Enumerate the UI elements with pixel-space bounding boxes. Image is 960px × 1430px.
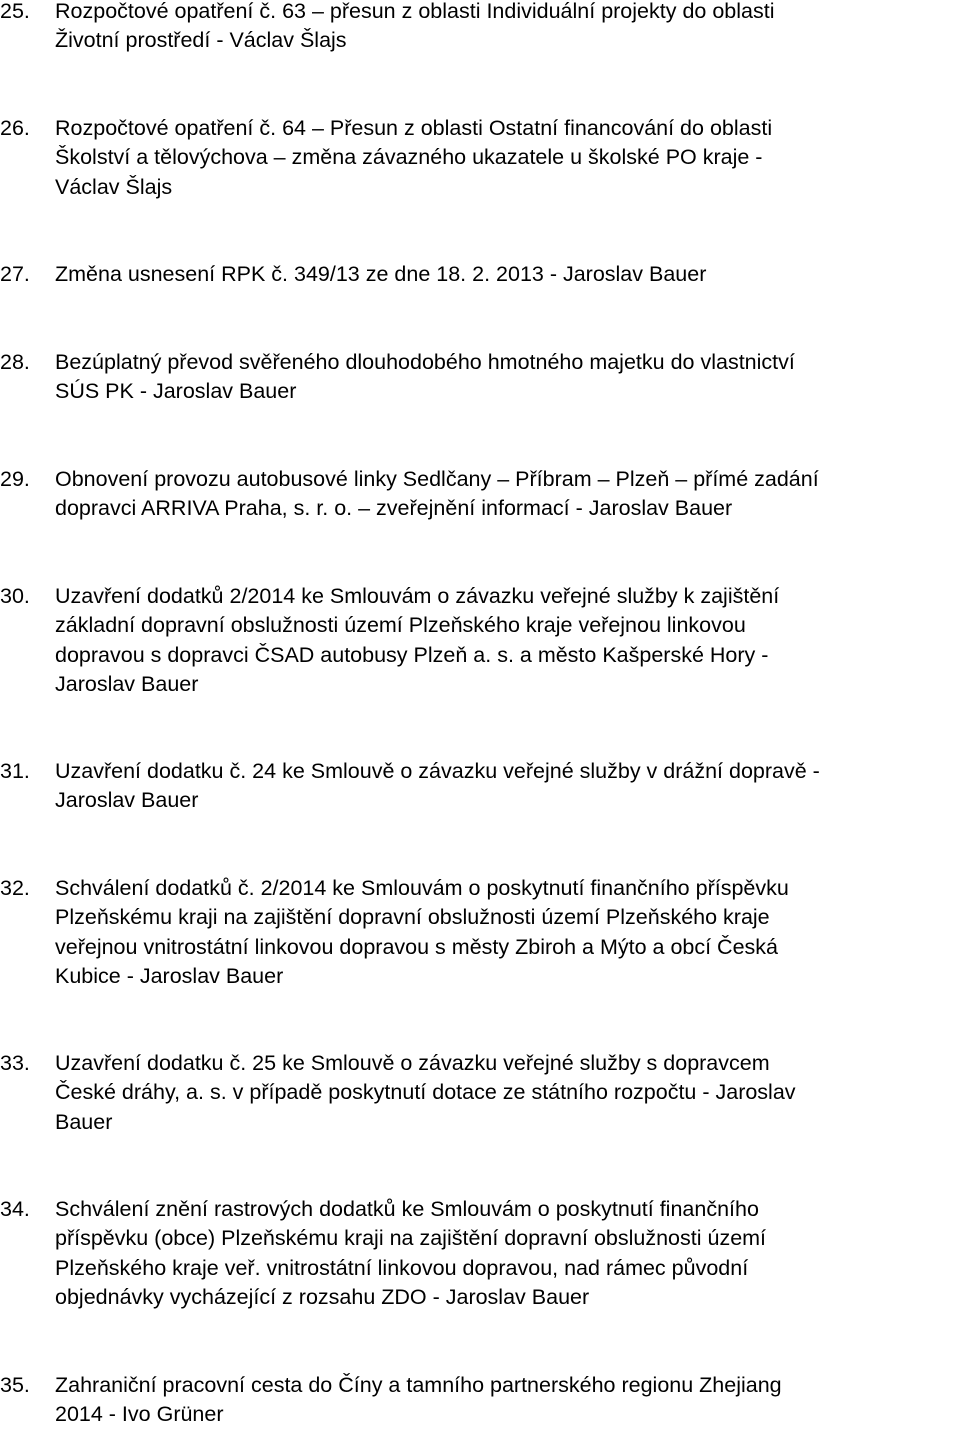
item-line: Zahraniční pracovní cesta do Číny a tamního partnerského regionu Zhejiang bbox=[55, 1373, 782, 1397]
item-text bbox=[55, 1049, 960, 1137]
item-line: dopravou s dopravci ČSAD autobusy Plzeň a. s. a město Kašperské Hory - bbox=[55, 642, 769, 667]
item-number: 33. bbox=[0, 1051, 30, 1075]
item-line: Jaroslav Bauer bbox=[55, 788, 199, 813]
item-line: Schválení dodatků č. 2/2014 ke Smlouvám o poskytnutí finančního příspěvku bbox=[55, 876, 789, 900]
item-line: Bezúplatný převod svěřeného dlouhodobého hmotného majetku do vlastnictví bbox=[55, 350, 795, 374]
item-line: Uzavření dodatku č. 24 ke Smlouvě o závazku veřejné služby v drážní dopravě - bbox=[55, 759, 820, 783]
item-line: Kubice - Jaroslav Bauer bbox=[55, 963, 284, 988]
item-number: 32. bbox=[0, 876, 30, 900]
item-line: objednávky vycházející z rozsahu ZDO - Jaroslav Bauer bbox=[55, 1284, 590, 1309]
item-line: Schválení znění rastrových dodatků ke Smlouvám o poskytnutí finančního bbox=[55, 1197, 759, 1221]
item-line: 2014 - Ivo Grüner bbox=[55, 1402, 224, 1427]
item-line: Školství a tělovýchova – změna závazného ukazatele u školské PO kraje - bbox=[55, 145, 763, 170]
item-number: 31. bbox=[0, 759, 30, 783]
item-number: 26. bbox=[0, 116, 30, 140]
item-line: Bauer bbox=[55, 1109, 113, 1134]
item-line: Uzavření dodatků 2/2014 ke Smlouvám o závazku veřejné služby k zajištění bbox=[55, 584, 780, 608]
item-number: 30. bbox=[0, 584, 30, 608]
item-number: 35. bbox=[0, 1373, 30, 1397]
item-line: Uzavření dodatku č. 25 ke Smlouvě o závazku veřejné služby s dopravcem bbox=[55, 1051, 770, 1075]
item-text bbox=[55, 0, 960, 56]
item-line: Plzeňského kraje veř. vnitrostátní linkovou dopravou, nad rámec původní bbox=[55, 1255, 749, 1280]
item-line: České dráhy, a. s. v případě poskytnutí dotace ze státního rozpočtu - Jaroslav bbox=[55, 1080, 796, 1105]
item-line: Rozpočtové opatření č. 64 – Přesun z oblasti Ostatní financování do oblasti bbox=[55, 116, 773, 140]
item-text bbox=[55, 348, 960, 407]
item-line: Václav Šlajs bbox=[55, 174, 173, 199]
item-number: 28. bbox=[0, 350, 30, 374]
item-line: Plzeňskému kraji na zajištění dopravní obslužnosti území Plzeňského kraje bbox=[55, 905, 770, 930]
item-line: veřejnou vnitrostátní linkovou dopravou s městy Zbiroh a Mýto a obcí Česká bbox=[55, 934, 778, 959]
item-text bbox=[55, 1195, 960, 1312]
item-text bbox=[55, 260, 960, 289]
item-text bbox=[55, 1371, 960, 1430]
item-number: 29. bbox=[0, 467, 30, 491]
item-number: 34. bbox=[0, 1197, 30, 1221]
item-number: 27. bbox=[0, 262, 30, 286]
item-line: Jaroslav Bauer bbox=[55, 671, 199, 696]
item-line: Životní prostředí - Václav Šlajs bbox=[55, 28, 347, 53]
item-line: Rozpočtové opatření č. 63 – přesun z oblasti Individuální projekty do oblasti bbox=[55, 0, 775, 23]
item-line: Obnovení provozu autobusové linky Sedlčany – Příbram – Plzeň – přímé zadání bbox=[55, 467, 819, 491]
item-line: SÚS PK - Jaroslav Bauer bbox=[55, 379, 297, 404]
item-line: základní dopravní obslužnosti území Plzeňského kraje veřejnou linkovou bbox=[55, 613, 746, 638]
item-text bbox=[55, 582, 960, 699]
item-text bbox=[55, 874, 960, 991]
item-line: dopravci ARRIVA Praha, s. r. o. – zveřejnění informací - Jaroslav Bauer bbox=[55, 496, 733, 521]
item-line: příspěvku (obce) Plzeňskému kraji na zajištění dopravní obslužnosti území bbox=[55, 1226, 767, 1251]
item-line: Změna usnesení RPK č. 349/13 ze dne 18. 2. 2013 - Jaroslav Bauer bbox=[55, 262, 707, 286]
item-text bbox=[55, 114, 960, 202]
item-number: 25. bbox=[0, 0, 30, 23]
item-text bbox=[55, 757, 960, 816]
item-text bbox=[55, 465, 960, 524]
